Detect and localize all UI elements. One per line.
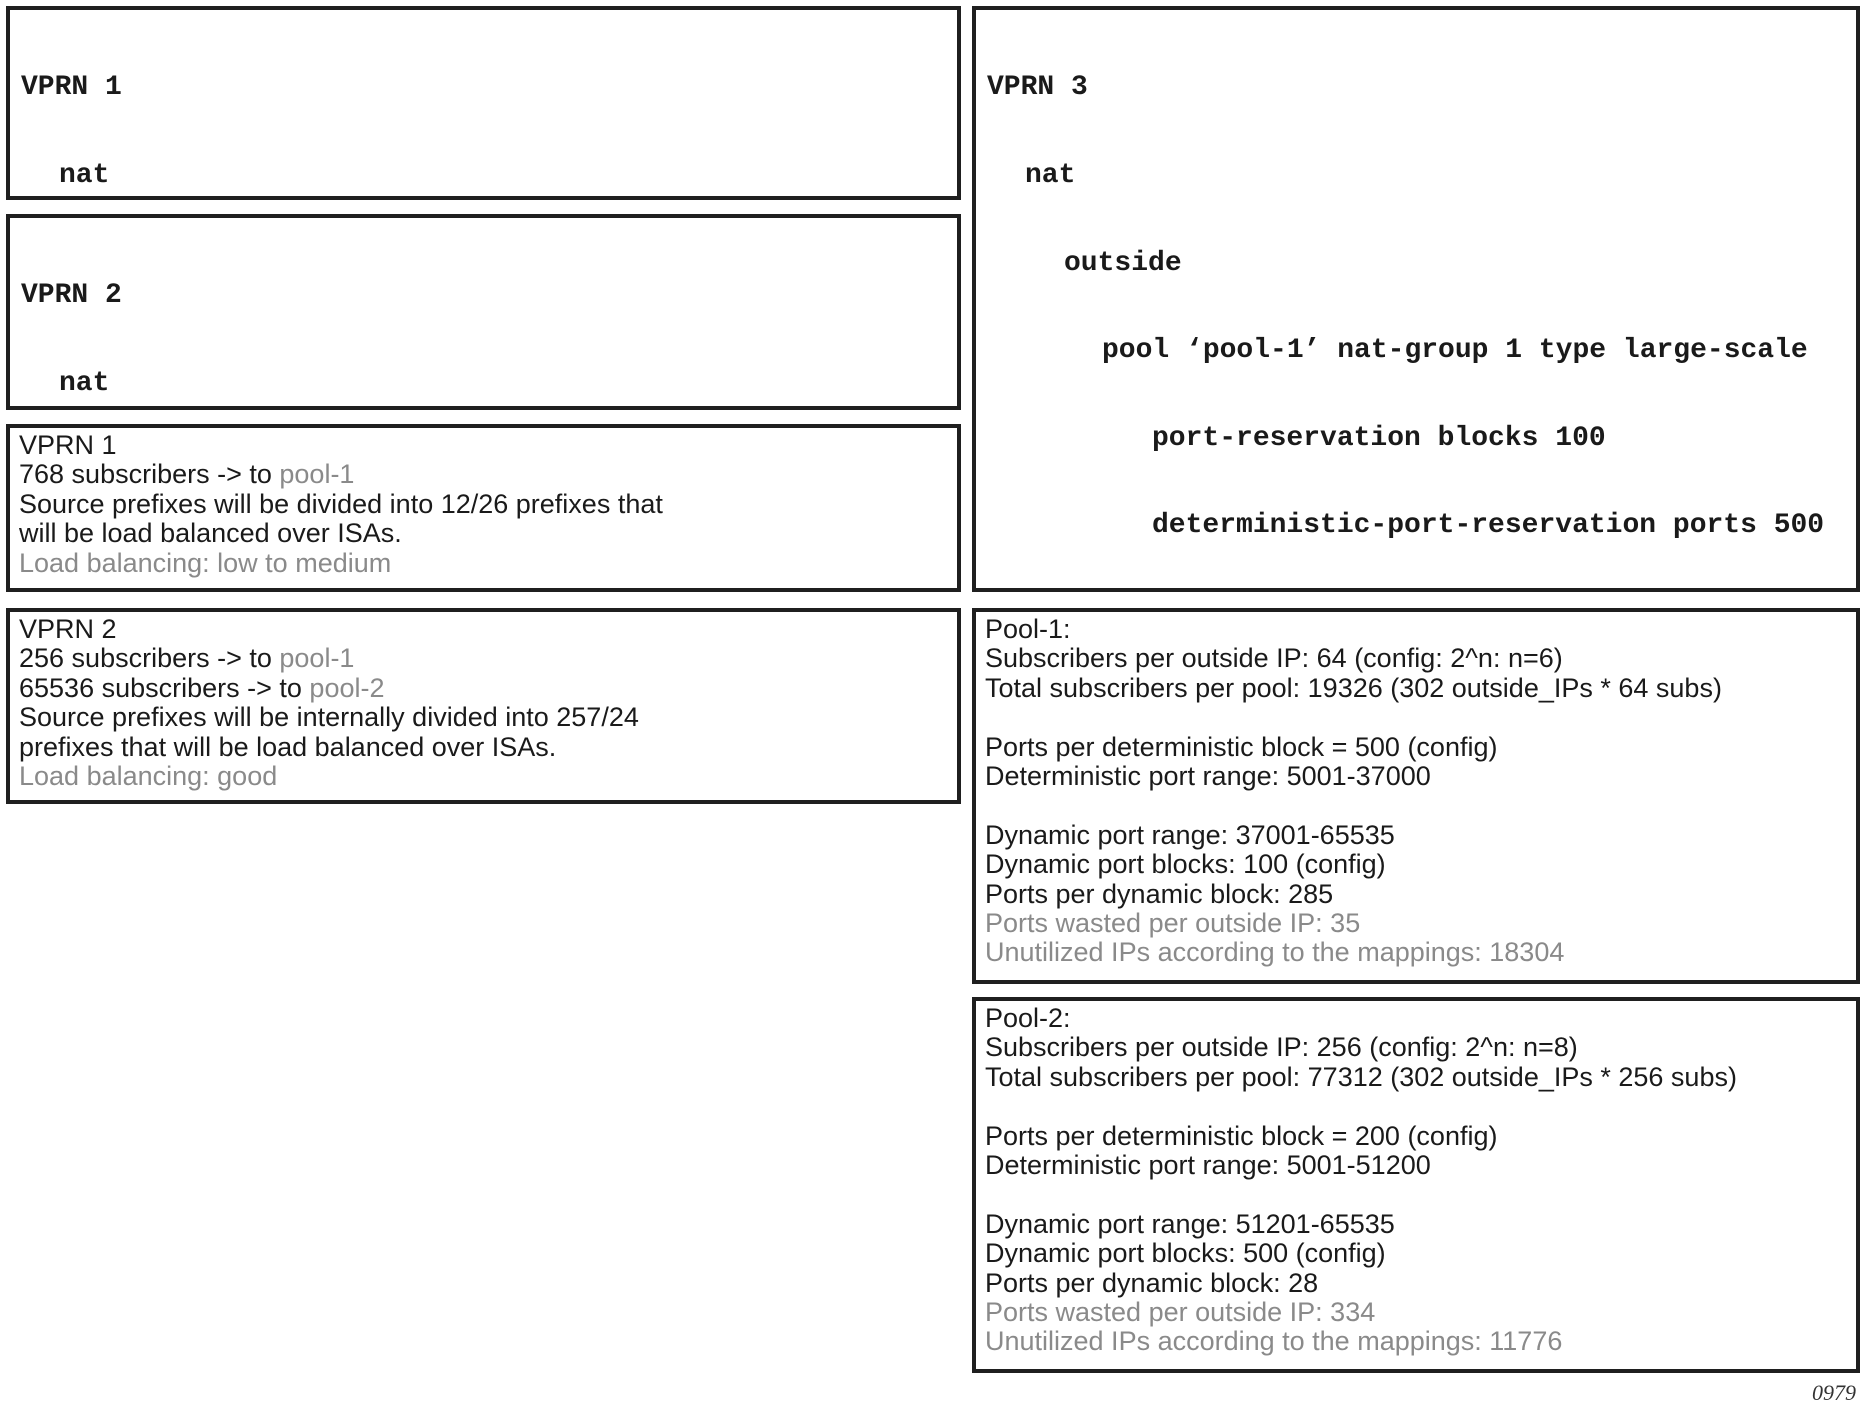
pool1-total-subs: Total subscribers per pool: 19326 (302 outside_IPs * 64 subs) — [985, 672, 1722, 703]
pool2-dyn-range: Dynamic port range: 51201-65535 — [985, 1208, 1395, 1239]
vprn3-config-box — [972, 6, 1860, 592]
vprn2-notes-box — [6, 608, 961, 804]
pool1-gap-2 — [985, 791, 1856, 820]
vprn1-subscribers: 768 subscribers -> to — [19, 459, 280, 490]
vprn2-nat: nat — [59, 368, 110, 400]
vprn1-notes-box — [6, 424, 961, 592]
vprn1-notes-title: VPRN 1 — [19, 430, 117, 460]
pool1-gap-1 — [985, 703, 1856, 732]
vprn1-notes-line-4: will be load balanced over ISAs. — [19, 518, 402, 549]
vprn1-config-box — [6, 6, 961, 200]
vprn3-nat: nat — [1025, 160, 1076, 192]
pool2-unutilized: Unutilized IPs according to the mappings: 11776 — [985, 1326, 1563, 1357]
vprn1-load-balancing: Load balancing: low to medium — [19, 547, 392, 578]
vprn1-subscribers-line — [19, 460, 957, 489]
vprn2-config-box — [6, 214, 961, 410]
vprn2-subscribers-1: 256 subscribers -> to — [19, 643, 280, 674]
pool2-ports-dyn-block: Ports per dynamic block: 28 — [985, 1267, 1319, 1298]
pool2-det-range: Deterministic port range: 5001-51200 — [985, 1150, 1431, 1181]
pool2-notes-box — [972, 997, 1860, 1373]
vprn1-subscribers-pool: pool-1 — [279, 459, 355, 490]
vprn2-subscribers-1-pool: pool-1 — [279, 643, 355, 674]
figure-number: 0979 — [1812, 1380, 1856, 1405]
pool1-wasted: Ports wasted per outside IP: 35 — [985, 908, 1361, 939]
pool2-gap-2 — [985, 1180, 1856, 1209]
pool1-port-reservation: port-reservation blocks 100 — [1152, 422, 1606, 454]
pool1-det-range: Deterministic port range: 5001-37000 — [985, 761, 1431, 792]
pool1-det-port-reservation: deterministic-port-reservation ports 500 — [1152, 510, 1825, 542]
pool1-unutilized: Unutilized IPs according to the mappings: 18304 — [985, 937, 1565, 968]
pool2-subs-per-ip: Subscribers per outside IP: 256 (config: 2^n: n=8) — [985, 1032, 1578, 1063]
vprn3-outside: outside — [1064, 247, 1182, 279]
vprn2-load-balancing: Load balancing: good — [19, 761, 278, 792]
vprn3-config-title: VPRN 3 — [987, 72, 1088, 104]
vprn2-subscribers-2-pool: pool-2 — [309, 672, 385, 703]
vprn2-notes-line-5: prefixes that will be load balanced over ISAs. — [19, 731, 557, 762]
vprn2-notes-title: VPRN 2 — [19, 614, 117, 644]
vprn2-notes-line-4: Source prefixes will be internally divided into 257/24 — [19, 702, 639, 733]
pool1-ports-dyn-block: Ports per dynamic block: 285 — [985, 878, 1334, 909]
pool1-notes-title: Pool-1: — [985, 614, 1071, 644]
pool1-ports-det-block: Ports per deterministic block = 500 (config) — [985, 731, 1498, 762]
pool1-notes-box — [972, 608, 1860, 984]
vprn2-subscribers-line-1 — [19, 644, 957, 673]
pool1-dyn-range: Dynamic port range: 37001-65535 — [985, 819, 1395, 850]
vprn2-subscribers-line-2 — [19, 674, 957, 703]
pool1-config-header: pool ‘pool-1’ nat-group 1 type large-scale — [1102, 335, 1808, 367]
pool2-ports-det-block: Ports per deterministic block = 200 (config) — [985, 1120, 1498, 1151]
pool2-dyn-blocks: Dynamic port blocks: 500 (config) — [985, 1238, 1386, 1269]
vprn1-config-title: VPRN 1 — [21, 72, 122, 104]
vprn2-config-title: VPRN 2 — [21, 280, 122, 312]
pool2-gap-1 — [985, 1092, 1856, 1121]
vprn1-notes-line-3: Source prefixes will be divided into 12/26 prefixes that — [19, 488, 663, 519]
pool1-dyn-blocks: Dynamic port blocks: 100 (config) — [985, 849, 1386, 880]
pool2-notes-title: Pool-2: — [985, 1003, 1071, 1033]
pool2-total-subs: Total subscribers per pool: 77312 (302 outside_IPs * 256 subs) — [985, 1061, 1737, 1092]
pool1-subs-per-ip: Subscribers per outside IP: 64 (config: 2^n: n=6) — [985, 643, 1563, 674]
pool2-wasted: Ports wasted per outside IP: 334 — [985, 1297, 1376, 1328]
vprn2-subscribers-2: 65536 subscribers -> to — [19, 672, 310, 703]
vprn1-nat: nat — [59, 160, 110, 192]
